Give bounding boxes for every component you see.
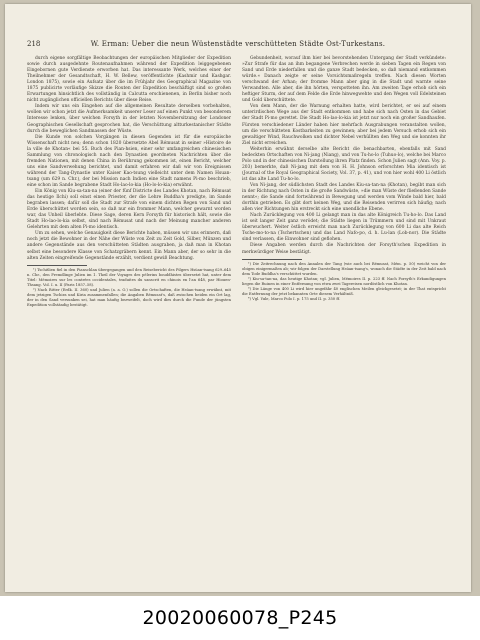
book-page [5,4,471,592]
footnote: ²) Nach Ritter (Erdk. II. 360) und Julien (a. a. O.) sollen die Ortschaften, die Hsüan-tsang erwähnt, mit dem jetzigen Tschira und Kiria zusammenfallen; die Angaben Rémusat's, daß zwischen beiden ein Ort lag, der in den Sand versunken sei, hat man häufig bezweifelt, doch wird dies durch die Funde der jüngsten Expedition vollständig bestätigt. [27,287,231,308]
footnote: ¹) Tschitlien fiel in den Pianschlan übergegangen und den Reisebericht des Pilgers Hsüan-tsang 629–645 n. Chr., den Fremdlinge Julien im 1. Theil der Voyages des pèlerins bouddhistes übersetzt hat, unter dem Titel: Mémoires sur les contrées occidentales, traduites du sanscrit en chinois en l'an 648, par Hiouen-Thsang. Vol. I. u. II (Paris 1857–58). [27,267,231,287]
footnote-divider [242,259,302,260]
footnote-divider [27,265,87,266]
paragraph: Nach Zurücklegung von 400 Li gelangt man in das alte Königreich Tu-ho-lo. Das Land ist seit langer Zeit ganz verödet; die Städte liegen in Trümmern und sind mit Unkraut überwuchert. Weiter östlich erreicht man nach Zurücklegung von 600 Li das alte Reich Tsche-mo-to-na (Tschertschen) und das Land Nafo-po, d. h. Lu-lan (Lob-nor). Die Städte sind verlassen, die Einwohner sind geflohen. [242,213,446,243]
running-head: W. Erman: Ueber die neun Wüstenstädte verschütteten Städte Ost-Turkestans. [90,40,386,48]
footnote: ¹) Die Zeitrechnung nach den Annalen der Tang (wie auch bei Rémusat, Mém. p. 50) weicht von der obigen einigermaßen ab; wir folgen der Darstellung Hsüan-tsang's, wonach die Städte in der Zeit bald nach dem Tode Buddha's verschüttet wurden. [242,261,446,276]
paragraph: Ein König von Kiu-sa-tan-na (einer der fünf Districte des Landes Khotan, nach Rémusat das heutige Ilchi) soll einst einen Priester, der die Lehre Buddha's predigte, im Sande begraben lassen; dafür soll die Stadt zur Strafe von einem dichten Regen von Sand und Erde überschüttet worden sein, so daß nur ein frommer Mann, welcher gewarnt worden war, das Unheil überlebte. Diese Sage, deren Kern Forsyth für historisch hält, sowie die Stadt Ho-lao-lo-kia selbst, sind nach Rémusat und nach der Meinung mancher anderen Gelehrten mit dem alten Pi-mo identisch. [27,189,231,231]
paragraph: Weiterhin erwähnt derselbe alte Bericht die benachbarten, ebenfalls mit Sand bedeckten Ortschaften von Ni-jang (Niang), und von Tu-ho-lo (Tuhuo-lo), welche bei Marco Polo und in der chinesischen Darstellung ihren Platz finden. Schon Julien sagt (Ann. Voy. p. 203) bemerkte, daß Ni-jang mit dem von H. H. Johnson erforschten Mia identisch ist (Journal of the Royal Geographical Society, Vol. 37, p. 41), und von hier wohl 400 Li östlich ist das alte Land Tu-ho-lo. [242,146,446,182]
paragraph: Indem wir uns ein Eingehen auf die allgemeinen Resultate derselben vorbehalten, wollen wir schon jetzt die Aufmerksamkeit unserer Leser auf einen Punkt von besonderem Interesse lenken, über welchen Forsyth in der letzten Novembersitzung der Londoner Geographischen Gesellschaft gesprochen hat, die Verschüttung altturkestanischer Städte durch die beweglichen Sandmassen der Wüste. [27,104,231,134]
paragraph: Von dem Mann, der die Warnung erhalten hatte, wird berichtet, er sei auf einem unterirdischen Wege aus der Stadt entkommen und habe sich nach Osten in das Gebiet der Stadt Pi-mo gerettet. Die Stadt Ho-lao-lo-kia ist jetzt nur noch ein großer Sandhaufen. Fürsten verschiedener Länder haben hier mehrfach Ausgrabungen veranstalten wollen, um die verschütteten Kostbarkeiten zu gewinnen; aber bei jedem Versuch erhob sich ein gewaltiger Wind, Rauchwolken und dichter Nebel verhüllten den Weg und sie konnten ihr Ziel nicht erreichen. [242,104,446,146]
footnotes [242,262,446,303]
left-column [27,56,231,308]
page-number: 218 [27,40,41,48]
right-column [242,56,446,302]
page-header [27,40,449,52]
paragraph: durch eigene sorgfältige Beobachtungen der europäischen Mitglieder der Expedition sowie durch ausgedehnte Routenaufnahmen während der Expedition leiggegebenen Eingebornen gute Verdienste erworben hat. Das interessante Werk, welches einer der Theilnehmer der Gesandtschaft, H. W. Bellew, veröffentlichte (Kashmir und Kashgar. London 1875), sowie ein Aufsatz über die im Frühjahr des Geographical Magazine von 1875 publicirte vorläufige Skizze die Routen der Expedition beschäftigt sind so großen Erwartungen hinsichtlich des vollständig in Calcutta erschienenen, in Berlin bisher noch nicht zugänglichen officiellen Berichts über diese Reise. [27,56,231,104]
paragraph: Diese Angaben werden durch die Nachrichten der Forsyth'schen Expedition in merkwürdiger Weise bestätigt. [242,243,446,255]
image-caption: 20020060078_P245 [0,598,480,640]
footnote: ⁴) Vgl. Yule, Marco Polo I. p. 175 und II. p. 350 ff. [248,297,340,302]
footnotes [27,268,231,309]
footnote: ²) Kiu-sa-tan-na, das heutige Khotan; vgl. Julien, Mémoires II. p. 223 ff. Nach Forsyth's Erkundigungen liegen die Ruinen in einer Entfernung von etwa zwei Tagereisen nordöstlich von Khotan. [242,276,446,286]
footnote: ³) Die Länge von 400 Li wird hier ungefähr 40 englischen Meilen gleichgesetzt; in der That entspricht die Entfernung der jetzt bekannten Orte diesem Verhältniß. [242,287,446,297]
paragraph: Um zu sehen, welche Genauigkeit diese Berichte haben, müssen wir uns erinnern, daß noch jetzt die Bewohner in der Nähe der Wüste von Zeit zu Zeit Gold, Silber, Münzen und andere Gegenstände aus den verschütteten Städten ausgraben, ja daß man in Khotan selbst eine besondere Klasse von Schatzgräbern kennt. Ein Mann aber, der so sehr in die alten Zeiten eingreifende Gegenstände erzählt, verdient gewiß Beachtung. [27,231,231,261]
paragraph: Die Kunde von solchen Vorgängen in diesen Gegenden ist für die europäische Wissenschaft nicht neu; denn schon 1820 übersetzte Abel Rémusat in seiner »Histoire de la ville de Khotan« bei 55. Buch des Pian-hsien, einer sehr umfangreichen chinesischen Sammlung von chronologisch nach den Dynastien geordneten Nachrichten über die fremden Nationen, mit denen China in Berührung gekommen ist, einen Bericht, welcher uns eine Sandverwehung berichtet, und damit erfahren wir daß wir von Ereignissen während der Tang-Dynastie unter Kaiser Kao-tsung vielleicht unter dem Namen Hsuan-tsang (um 629 n. Chr.), der bei Mission nach Indien eine Stadt namens Pi-mo beschrieb, eine schon im Sande begrabene Stadt Ho-lao-lo-kia (Ho-lo-lo-kia) erwähnt. [27,134,231,188]
paragraph: Von Ni-jang, der südlichsten Stadt des Landes Kiu-sa-tan-na (Khotan), begibt man sich in der Richtung nach Osten in die große Sandwüste, »die man Wüste der fließenden Sande nennt«; die Sande sind fortwährend in Bewegung und werden vom Winde bald hier, bald dorthin getrieben. Es gibt dort keinen Weg, und die Reisenden verirren sich häufig; nach allen vier Richtungen hin erstreckt sich eine unendliche Ebene. [242,182,446,213]
paragraph: Gebundenheit, worauf ihm hier bei bevorstehenden Untergang der Stadt verkündete: »Zur Strafe für das an ihm begangene Verbrechen werde in sieben Tagen ein Regen von Sand und Erde niederfallen und die ganze Stadt bedecken, so daß niemand entkommen würde.« Danach zeigte er seine Vorsichtsmaßregeln treffen. Nach diesen Worten verschwand der Arhan; der fromme Mann aber ging in die Stadt und warnte seine Verwandten. Alle aber, die ihn hörten, verspotteten ihn. Am zweiten Tage erhob sich ein heftiger Sturm, der auf dem Felde die Erde hinwegwehte und den Wegen voll Edelsteinen und Gold überschüttete. [242,56,446,104]
